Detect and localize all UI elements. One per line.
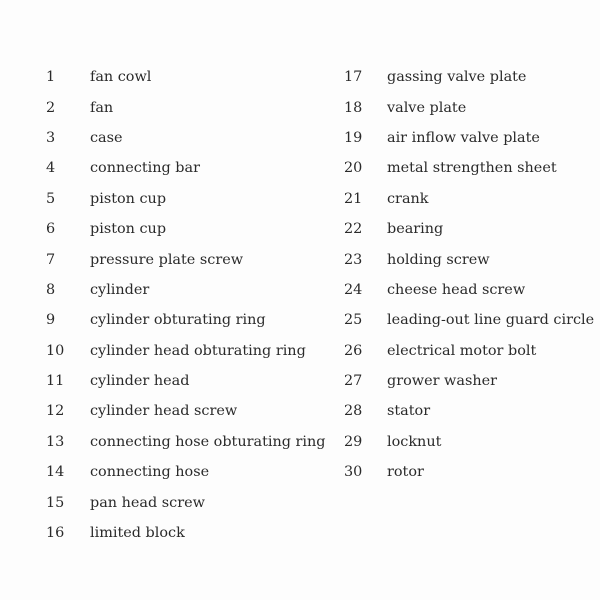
part-number: 24 xyxy=(344,281,363,298)
part-name: cylinder obturating ring xyxy=(90,312,266,329)
list-item xyxy=(344,184,594,214)
part-name: metal strengthen sheet xyxy=(387,160,557,177)
part-number: 6 xyxy=(46,221,56,238)
part-number: 12 xyxy=(46,403,65,420)
part-name: grower washer xyxy=(387,373,497,390)
part-number: 16 xyxy=(46,525,65,542)
part-name: valve plate xyxy=(387,99,467,116)
list-item xyxy=(344,366,594,396)
part-name: connecting hose obturating ring xyxy=(90,433,326,450)
list-item xyxy=(46,427,336,457)
part-name: crank xyxy=(387,190,429,207)
part-number: 14 xyxy=(46,464,65,481)
list-item xyxy=(344,305,594,335)
part-name: cylinder head screw xyxy=(90,403,238,420)
part-name: cylinder head xyxy=(90,373,190,390)
list-item xyxy=(46,153,336,183)
part-name: piston cup xyxy=(90,221,167,238)
part-name: bearing xyxy=(387,221,444,238)
part-number: 18 xyxy=(344,99,363,116)
list-item xyxy=(344,427,594,457)
part-name: electrical motor bolt xyxy=(387,342,537,359)
part-name: pressure plate screw xyxy=(90,251,244,268)
part-number: 21 xyxy=(344,190,363,207)
list-item xyxy=(344,123,594,153)
part-number: 7 xyxy=(46,251,56,268)
part-name: pan head screw xyxy=(90,494,205,511)
part-name: gassing valve plate xyxy=(387,69,527,86)
part-name: case xyxy=(90,129,123,146)
part-name: leading-out line guard circle xyxy=(387,312,595,329)
part-number: 19 xyxy=(344,129,363,146)
list-item xyxy=(46,487,336,517)
part-number: 15 xyxy=(46,494,65,511)
part-name: connecting hose xyxy=(90,464,210,481)
part-name: fan xyxy=(90,99,114,116)
part-name: locknut xyxy=(387,433,442,450)
list-item xyxy=(344,396,594,426)
list-item xyxy=(46,184,336,214)
part-number: 11 xyxy=(46,373,65,390)
part-name: cheese head screw xyxy=(387,281,526,298)
part-number: 29 xyxy=(344,433,363,450)
list-item xyxy=(46,396,336,426)
part-number: 2 xyxy=(46,99,56,116)
part-number: 27 xyxy=(344,373,363,390)
part-number: 23 xyxy=(344,251,363,268)
list-item xyxy=(46,305,336,335)
part-name: limited block xyxy=(90,525,185,542)
list-item xyxy=(46,336,336,366)
part-name: cylinder xyxy=(90,281,150,298)
part-number: 30 xyxy=(344,464,363,481)
list-item xyxy=(46,275,336,305)
part-name: air inflow valve plate xyxy=(387,129,540,146)
part-name: connecting bar xyxy=(90,160,200,177)
list-item xyxy=(46,457,336,487)
part-number: 25 xyxy=(344,312,363,329)
part-number: 10 xyxy=(46,342,65,359)
part-name: stator xyxy=(387,403,431,420)
part-number: 9 xyxy=(46,312,56,329)
part-number: 3 xyxy=(46,129,56,146)
list-item xyxy=(344,62,594,92)
part-number: 1 xyxy=(46,69,56,86)
list-item xyxy=(344,153,594,183)
part-number: 4 xyxy=(46,160,56,177)
part-number: 8 xyxy=(46,281,56,298)
part-name: piston cup xyxy=(90,190,167,207)
list-item xyxy=(46,518,336,548)
list-item xyxy=(46,123,336,153)
list-item xyxy=(46,366,336,396)
part-name: rotor xyxy=(387,464,424,481)
part-name: fan cowl xyxy=(90,69,152,86)
list-item xyxy=(344,275,594,305)
list-item xyxy=(46,244,336,274)
part-name: cylinder head obturating ring xyxy=(90,342,306,359)
parts-list-right xyxy=(344,62,594,487)
list-item xyxy=(344,336,594,366)
part-number: 5 xyxy=(46,190,56,207)
list-item xyxy=(344,244,594,274)
list-item xyxy=(46,92,336,122)
part-name: holding screw xyxy=(387,251,490,268)
list-item xyxy=(46,62,336,92)
list-item xyxy=(344,457,594,487)
part-number: 13 xyxy=(46,433,65,450)
part-number: 26 xyxy=(344,342,363,359)
list-item xyxy=(344,214,594,244)
part-number: 20 xyxy=(344,160,363,177)
list-item xyxy=(344,92,594,122)
part-number: 22 xyxy=(344,221,363,238)
part-number: 17 xyxy=(344,69,363,86)
part-number: 28 xyxy=(344,403,363,420)
list-item xyxy=(46,214,336,244)
parts-list-left xyxy=(46,62,336,548)
